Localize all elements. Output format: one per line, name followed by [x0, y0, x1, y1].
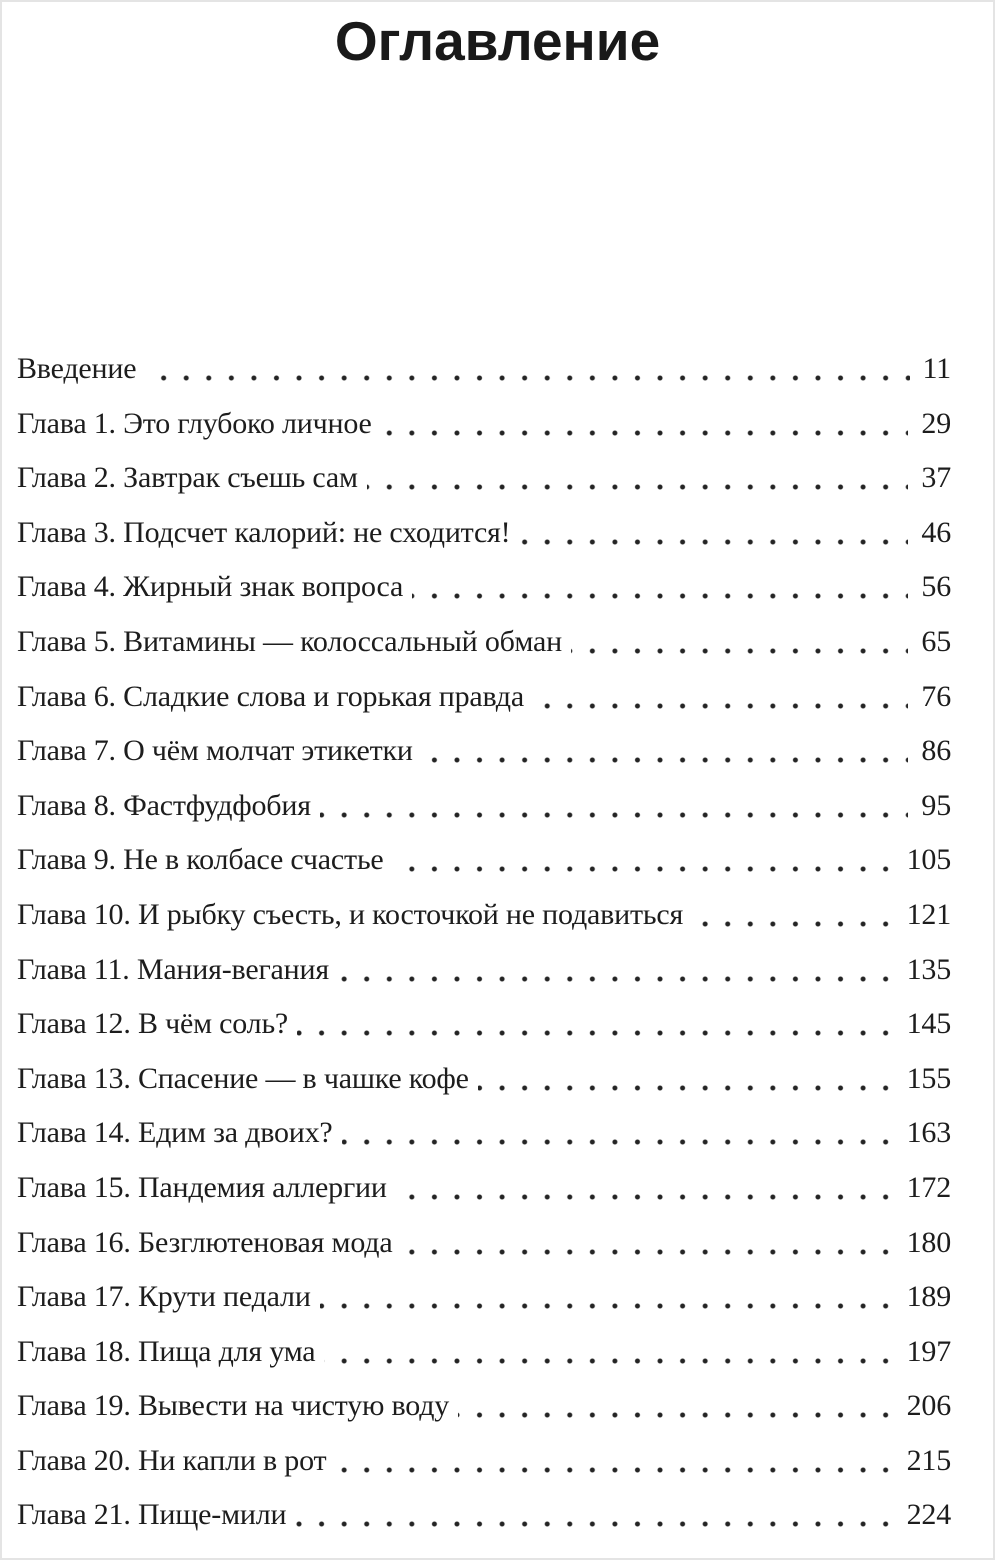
toc-entry: [17, 670, 951, 725]
toc-entry-label: Глава 19. Вывести на чистую воду: [17, 1379, 458, 1434]
toc-entry-label: Глава 15. Пандемия аллергии: [17, 1161, 396, 1216]
toc-entry-page: 180: [894, 1216, 951, 1271]
toc-entry-page: 76: [908, 670, 951, 725]
toc-entry-page: 95: [908, 779, 951, 834]
toc-entry: [17, 615, 951, 670]
toc-entry: [17, 1052, 951, 1107]
toc-entry: [17, 888, 951, 943]
toc-entry-page: 189: [894, 1270, 951, 1325]
toc-entry-label: Глава 11. Мания-вегания: [17, 943, 338, 998]
toc-entry: [17, 943, 951, 998]
toc-entry-page: 86: [908, 724, 951, 779]
toc-entry-page: 121: [894, 888, 951, 943]
toc-entry: [17, 506, 951, 561]
toc-entry: [17, 997, 951, 1052]
toc-entry-page: 145: [894, 997, 951, 1052]
toc-entry-label: Глава 4. Жирный знак вопроса: [17, 560, 412, 615]
toc-entry-label: Глава 7. О чём молчат этикетки: [17, 724, 422, 779]
toc-entry: [17, 560, 951, 615]
toc-entry-page: 29: [908, 397, 951, 452]
toc-entry-label: Глава 14. Едим за двоих?: [17, 1106, 342, 1161]
toc-entry-label: Глава 21. Пище-мили: [17, 1488, 295, 1543]
toc-entry-label: Глава 10. И рыбку съесть, и косточкой не подавиться: [17, 888, 692, 943]
toc-entry-page: 46: [908, 506, 951, 561]
toc-entry-page: 206: [894, 1379, 951, 1434]
toc-entry-page: 215: [894, 1434, 951, 1489]
toc-entry-label: Введение: [17, 342, 145, 397]
toc-entry-label: Глава 6. Сладкие слова и горькая правда: [17, 670, 533, 725]
toc-entry: [17, 397, 951, 452]
toc-entry-label: Глава 3. Подсчет калорий: не сходится!: [17, 506, 519, 561]
toc-entry: [17, 451, 951, 506]
toc-entry: [17, 1488, 951, 1543]
toc-entry: [17, 1379, 951, 1434]
toc-entry: [17, 1106, 951, 1161]
toc-entry: [17, 342, 951, 397]
toc-list: [17, 342, 951, 1543]
toc-entry-page: 65: [908, 615, 951, 670]
toc-entry: [17, 1434, 951, 1489]
toc-entry-page: 11: [910, 342, 952, 397]
toc-entry-label: Глава 1. Это глубоко личное: [17, 397, 381, 452]
toc-entry-label: Глава 5. Витамины — колоссальный обман: [17, 615, 571, 670]
toc-entry: [17, 779, 951, 834]
toc-entry-page: 105: [894, 833, 951, 888]
toc-entry-page: 197: [894, 1325, 951, 1380]
toc-entry-label: Глава 13. Спасение — в чашке кофе: [17, 1052, 478, 1107]
toc-entry-label: Глава 8. Фастфудфобия: [17, 779, 320, 834]
toc-entry: [17, 1325, 951, 1380]
toc-entry-page: 172: [894, 1161, 951, 1216]
toc-entry-page: 155: [894, 1052, 951, 1107]
toc-entry: [17, 724, 951, 779]
toc-entry: [17, 1270, 951, 1325]
toc-entry-label: Глава 2. Завтрак съешь сам: [17, 451, 367, 506]
toc-entry-label: Глава 17. Крути педали: [17, 1270, 320, 1325]
toc-entry-page: 37: [908, 451, 951, 506]
toc-entry-page: 224: [894, 1488, 951, 1543]
toc-entry-page: 135: [894, 943, 951, 998]
toc-entry-label: Глава 16. Безглютеновая мода: [17, 1216, 401, 1271]
toc-entry: [17, 1216, 951, 1271]
toc-entry: [17, 833, 951, 888]
toc-entry-label: Глава 18. Пища для ума: [17, 1325, 324, 1380]
toc-entry-page: 56: [908, 560, 951, 615]
toc-entry-label: Глава 12. В чём соль?: [17, 997, 297, 1052]
toc-entry-page: 163: [894, 1106, 951, 1161]
toc-entry-label: Глава 20. Ни капли в рот: [17, 1434, 335, 1489]
page-title: Оглавление: [334, 10, 661, 72]
toc-entry-label: Глава 9. Не в колбасе счастье: [17, 833, 393, 888]
toc-entry: [17, 1161, 951, 1216]
